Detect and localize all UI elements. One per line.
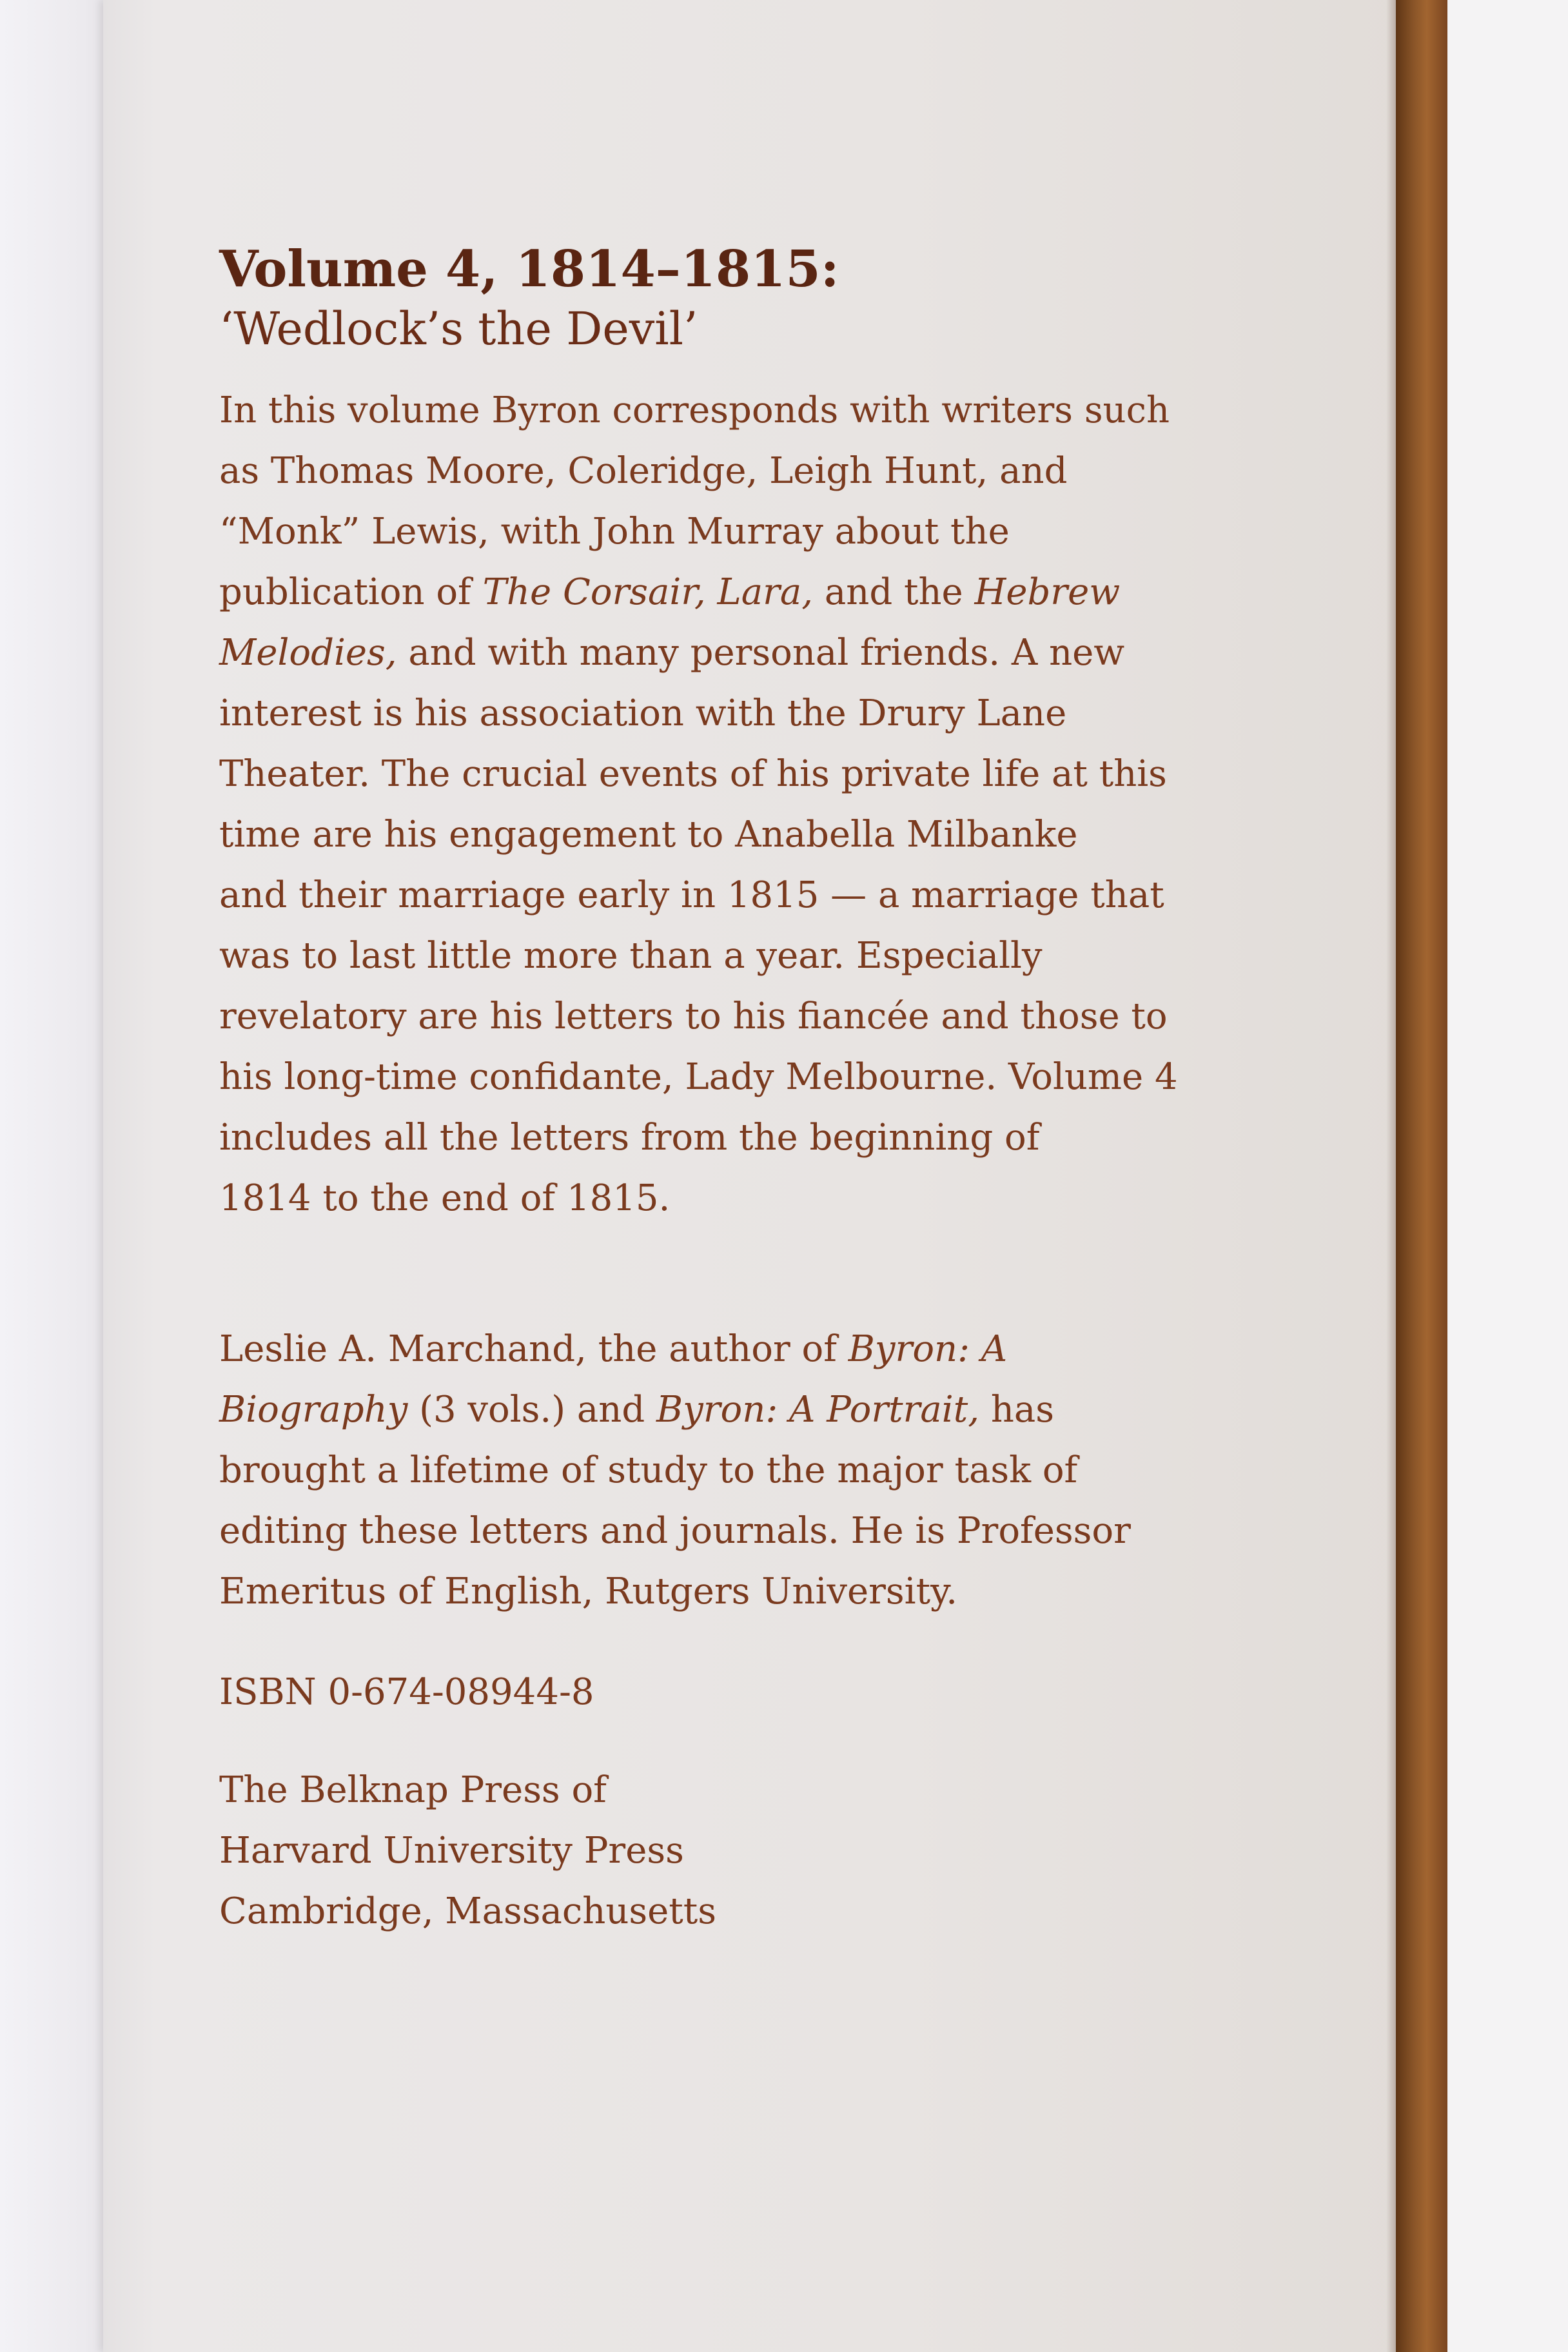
description-paragraph xyxy=(219,380,1302,1229)
author-line xyxy=(219,1380,1302,1440)
publisher-line: Harvard University Press xyxy=(219,1830,684,1872)
text-run: has xyxy=(979,1389,1055,1431)
author-line: editing these letters and journals. He is Professor xyxy=(219,1510,1131,1552)
description-line: and their marriage early in 1815 — a marriage that xyxy=(219,874,1164,916)
volume-title: Volume 4, 1814–1815: xyxy=(219,240,839,299)
publisher-block xyxy=(219,1760,1302,1942)
description-line: “Monk” Lewis, with John Murray about the xyxy=(219,511,1010,553)
description-line: time are his engagement to Anabella Milbanke xyxy=(219,814,1078,856)
book-title-corsair-lara: The Corsair, Lara, xyxy=(482,571,814,613)
description-line: was to last little more than a year. Especially xyxy=(219,935,1043,977)
description-line xyxy=(219,623,1302,683)
description-line xyxy=(219,562,1302,623)
description-line: as Thomas Moore, Coleridge, Leigh Hunt, and xyxy=(219,450,1068,492)
description-line: Theater. The crucial events of his private life at this xyxy=(219,753,1167,795)
book-title-hebrew: Hebrew xyxy=(974,571,1121,613)
author-bio xyxy=(219,1319,1302,1622)
description-line: revelatory are his letters to his fiancée and those to xyxy=(219,995,1168,1037)
text-run: and with many personal friends. A new xyxy=(397,632,1125,674)
text-run: publication of xyxy=(219,571,483,613)
description-line: interest is his association with the Drury Lane xyxy=(219,692,1067,734)
isbn: ISBN 0-674-08944-8 xyxy=(219,1671,594,1713)
book-spine xyxy=(1396,0,1447,2352)
publisher-line: The Belknap Press of xyxy=(219,1769,607,1811)
background-left xyxy=(0,0,119,2352)
description-line: his long-time confidante, Lady Melbourne. Volume 4 xyxy=(219,1056,1178,1098)
description-line: In this volume Byron corresponds with writers such xyxy=(219,389,1170,431)
background-right xyxy=(1447,0,1568,2352)
author-line xyxy=(219,1319,1302,1380)
book-title-melodies: Melodies, xyxy=(219,632,397,674)
author-line: Emeritus of English, Rutgers University. xyxy=(219,1571,958,1612)
description-line: 1814 to the end of 1815. xyxy=(219,1177,671,1219)
volume-subtitle: ‘Wedlock’s the Devil’ xyxy=(219,302,698,355)
book-title-biography: Biography xyxy=(219,1389,408,1431)
publisher-line: Cambridge, Massachusetts xyxy=(219,1890,717,1932)
author-line: brought a lifetime of study to the major task of xyxy=(219,1449,1078,1491)
flap-text xyxy=(219,239,1302,1942)
text-run: Leslie A. Marchand, the author of xyxy=(219,1328,848,1370)
description-line: includes all the letters from the beginning of xyxy=(219,1117,1040,1159)
text-run: (3 vols.) and xyxy=(407,1389,656,1431)
book-title-byron-biography: Byron: A xyxy=(848,1328,1008,1370)
book-title-byron-portrait: Byron: A Portrait, xyxy=(656,1389,980,1431)
text-run: and the xyxy=(813,571,975,613)
